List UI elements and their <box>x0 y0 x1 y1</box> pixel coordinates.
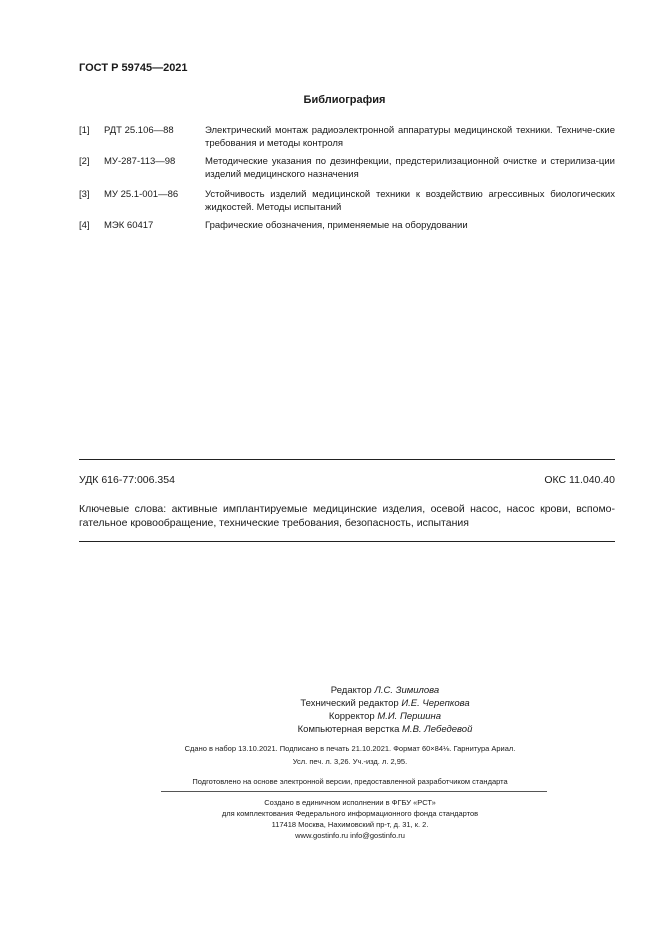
bibliography-item <box>79 219 615 232</box>
ref-number: [3] <box>79 189 90 200</box>
publisher-line4: www.gostinfo.ru info@gostinfo.ru <box>295 831 405 840</box>
keywords: Ключевые слова: активные имплантируемые медицинские изделия, осевой насос, насос крови, вспомо-гательное кровообращение, технические требования, безопасность, испытания <box>79 503 615 529</box>
bibliography-title: Библиография <box>303 94 386 106</box>
ref-number: [4] <box>79 220 90 231</box>
publisher-line3: 117418 Москва, Нахимовский пр-т, д. 31, к. 2. <box>271 820 429 829</box>
layout-name: М.В. Лебедевой <box>402 724 473 735</box>
udk-code: УДК 616-77:006.354 <box>79 474 175 486</box>
ref-code: МУ 25.1-001—86 <box>104 189 179 200</box>
tech-editor-name: И.Е. Черепкова <box>401 698 470 709</box>
print-info-line1: Сдано в набор 13.10.2021. Подписано в печать 21.10.2021. Формат 60×84⅛. Гарнитура Ариал. <box>184 744 516 753</box>
editor-name: Л.С. Зимилова <box>374 685 440 696</box>
prepared-note: Подготовлено на основе электронной версии, предоставленной разработчиком стандарта <box>192 777 508 786</box>
corrector-name: М.И. Першина <box>377 711 442 722</box>
ref-code: РДТ 25.106—88 <box>104 125 174 136</box>
ref-text: Методические указания по дезинфекции, предстерилизационной очистке и стерилиза-ции изделий медицинского назначения <box>205 156 615 180</box>
layout-line <box>210 723 560 736</box>
ref-text: Графические обозначения, применяемые на оборудовании <box>205 220 468 231</box>
divider-bottom <box>79 541 615 542</box>
layout-role: Компьютерная верстка <box>297 724 400 735</box>
publisher-line1: Создано в единичном исполнении в ФГБУ «РСТ» <box>264 798 436 807</box>
ref-text: Электрический монтаж радиоэлектронной аппаратуры медицинской техники. Техниче-ские требования и методы контроля <box>205 125 615 149</box>
divider-top <box>79 459 615 460</box>
document-code: ГОСТ Р 59745—2021 <box>79 62 188 74</box>
bibliography-item <box>79 155 615 181</box>
ref-code: МУ-287-113—98 <box>104 156 176 167</box>
tech-editor-line <box>210 697 560 710</box>
publisher-line2: для комплектования Федерального информационного фонда стандартов <box>221 809 479 818</box>
ref-number: [1] <box>79 125 90 136</box>
ref-code: МЭК 60417 <box>104 220 154 231</box>
oks-code: ОКС 11.040.40 <box>544 474 615 486</box>
editor-role: Редактор <box>330 685 372 696</box>
divider-publisher <box>161 791 547 792</box>
corrector-role: Корректор <box>328 711 375 722</box>
bibliography-item <box>79 188 615 214</box>
print-info-line2: Усл. печ. л. 3,26. Уч.-изд. л. 2,95. <box>292 757 408 766</box>
ref-number: [2] <box>79 156 90 167</box>
tech-editor-role: Технический редактор <box>300 698 399 709</box>
corrector-line <box>210 710 560 723</box>
bibliography-item <box>79 124 615 150</box>
editor-line <box>210 684 560 697</box>
ref-text: Устойчивость изделий медицинской техники к воздействию агрессивных биологических жидкостей. Методы испытаний <box>205 189 615 213</box>
